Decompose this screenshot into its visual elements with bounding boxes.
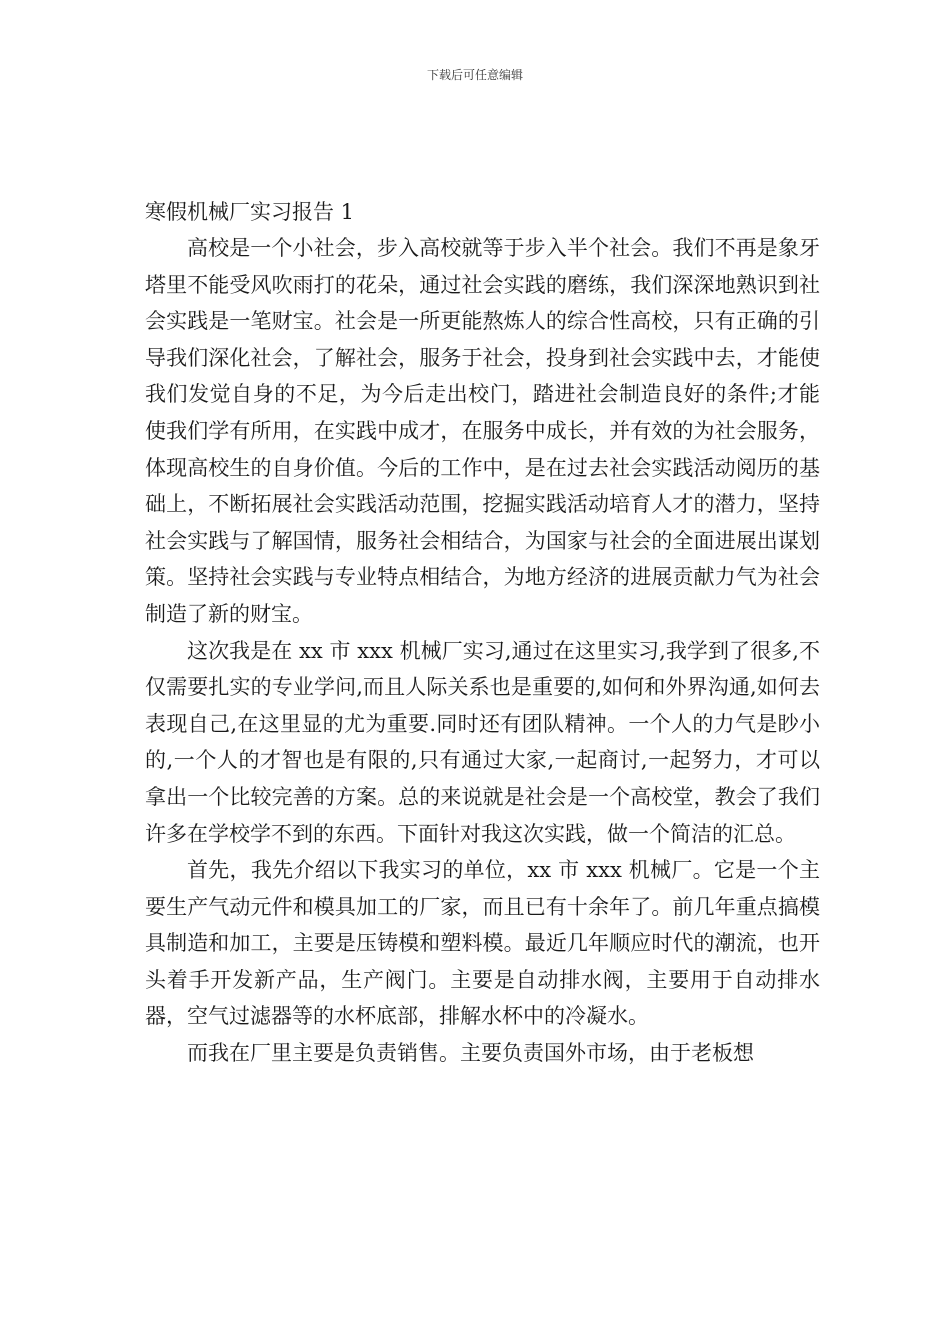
- paragraph-3: 首先，我先介绍以下我实习的单位，xx 市 xxx 机械厂。它是一个主要生产气动元件和模具加工的厂家，而且已有十余年了。前几年重点搞模具制造和加工，主要是压铸模和塑料模。最近几年顺应时代的潮流，也开头着手开发新产品，生产阀门。主要是自动排水阀，主要用于自动排水器，空气过滤器等的水杯底部，排解水杯中的冷凝水。: [145, 858, 820, 1029]
- page-header: 下载后可任意编辑: [426, 68, 523, 82]
- paragraph-2: 这次我是在 xx 市 xxx 机械厂实习,通过在这里实习,我学到了很多,不仅需要扎实的专业学问,而且人际关系也是重要的,如何和外界沟通,如何去表现自己,在这里显的尤为重要.同时还有团队精神。一个人的力气是眇小的,一个人的才智也是有限的,只有通过大家,一起商讨,一起努力，才可以拿出一个比较完善的方案。总的来说就是社会是一个高校堂，教会了我们许多在学校学不到的东西。下面针对我这次实践，做一个简洁的汇总。: [145, 638, 820, 846]
- document-title: 寒假机械厂实习报告 1: [145, 200, 355, 224]
- document-body: [145, 194, 820, 1072]
- paragraph-1: 高校是一个小社会，步入高校就等于步入半个社会。我们不再是象牙塔里不能受风吹雨打的花朵，通过社会实践的磨练，我们深深地熟识到社会实践是一笔财宝。社会是一所更能熬炼人的综合性高校，只有正确的引导我们深化社会，了解社会，服务于社会，投身到社会实践中去，才能使我们发觉自身的不足，为今后走出校门，踏进社会制造良好的条件;才能使我们学有所用，在实践中成才，在服务中成长，并有效的为社会服务，体现高校生的自身价值。今后的工作中，是在过去社会实践活动阅历的基础上，不断拓展社会实践活动范围，挖掘实践活动培育人才的潜力，坚持社会实践与了解国情，服务社会相结合，为国家与社会的全面进展出谋划策。坚持社会实践与专业特点相结合，为地方经济的进展贡献力气为社会制造了新的财宝。: [145, 236, 820, 626]
- paragraph-4: 而我在厂里主要是负责销售。主要负责国外市场，由于老板想: [187, 1041, 754, 1066]
